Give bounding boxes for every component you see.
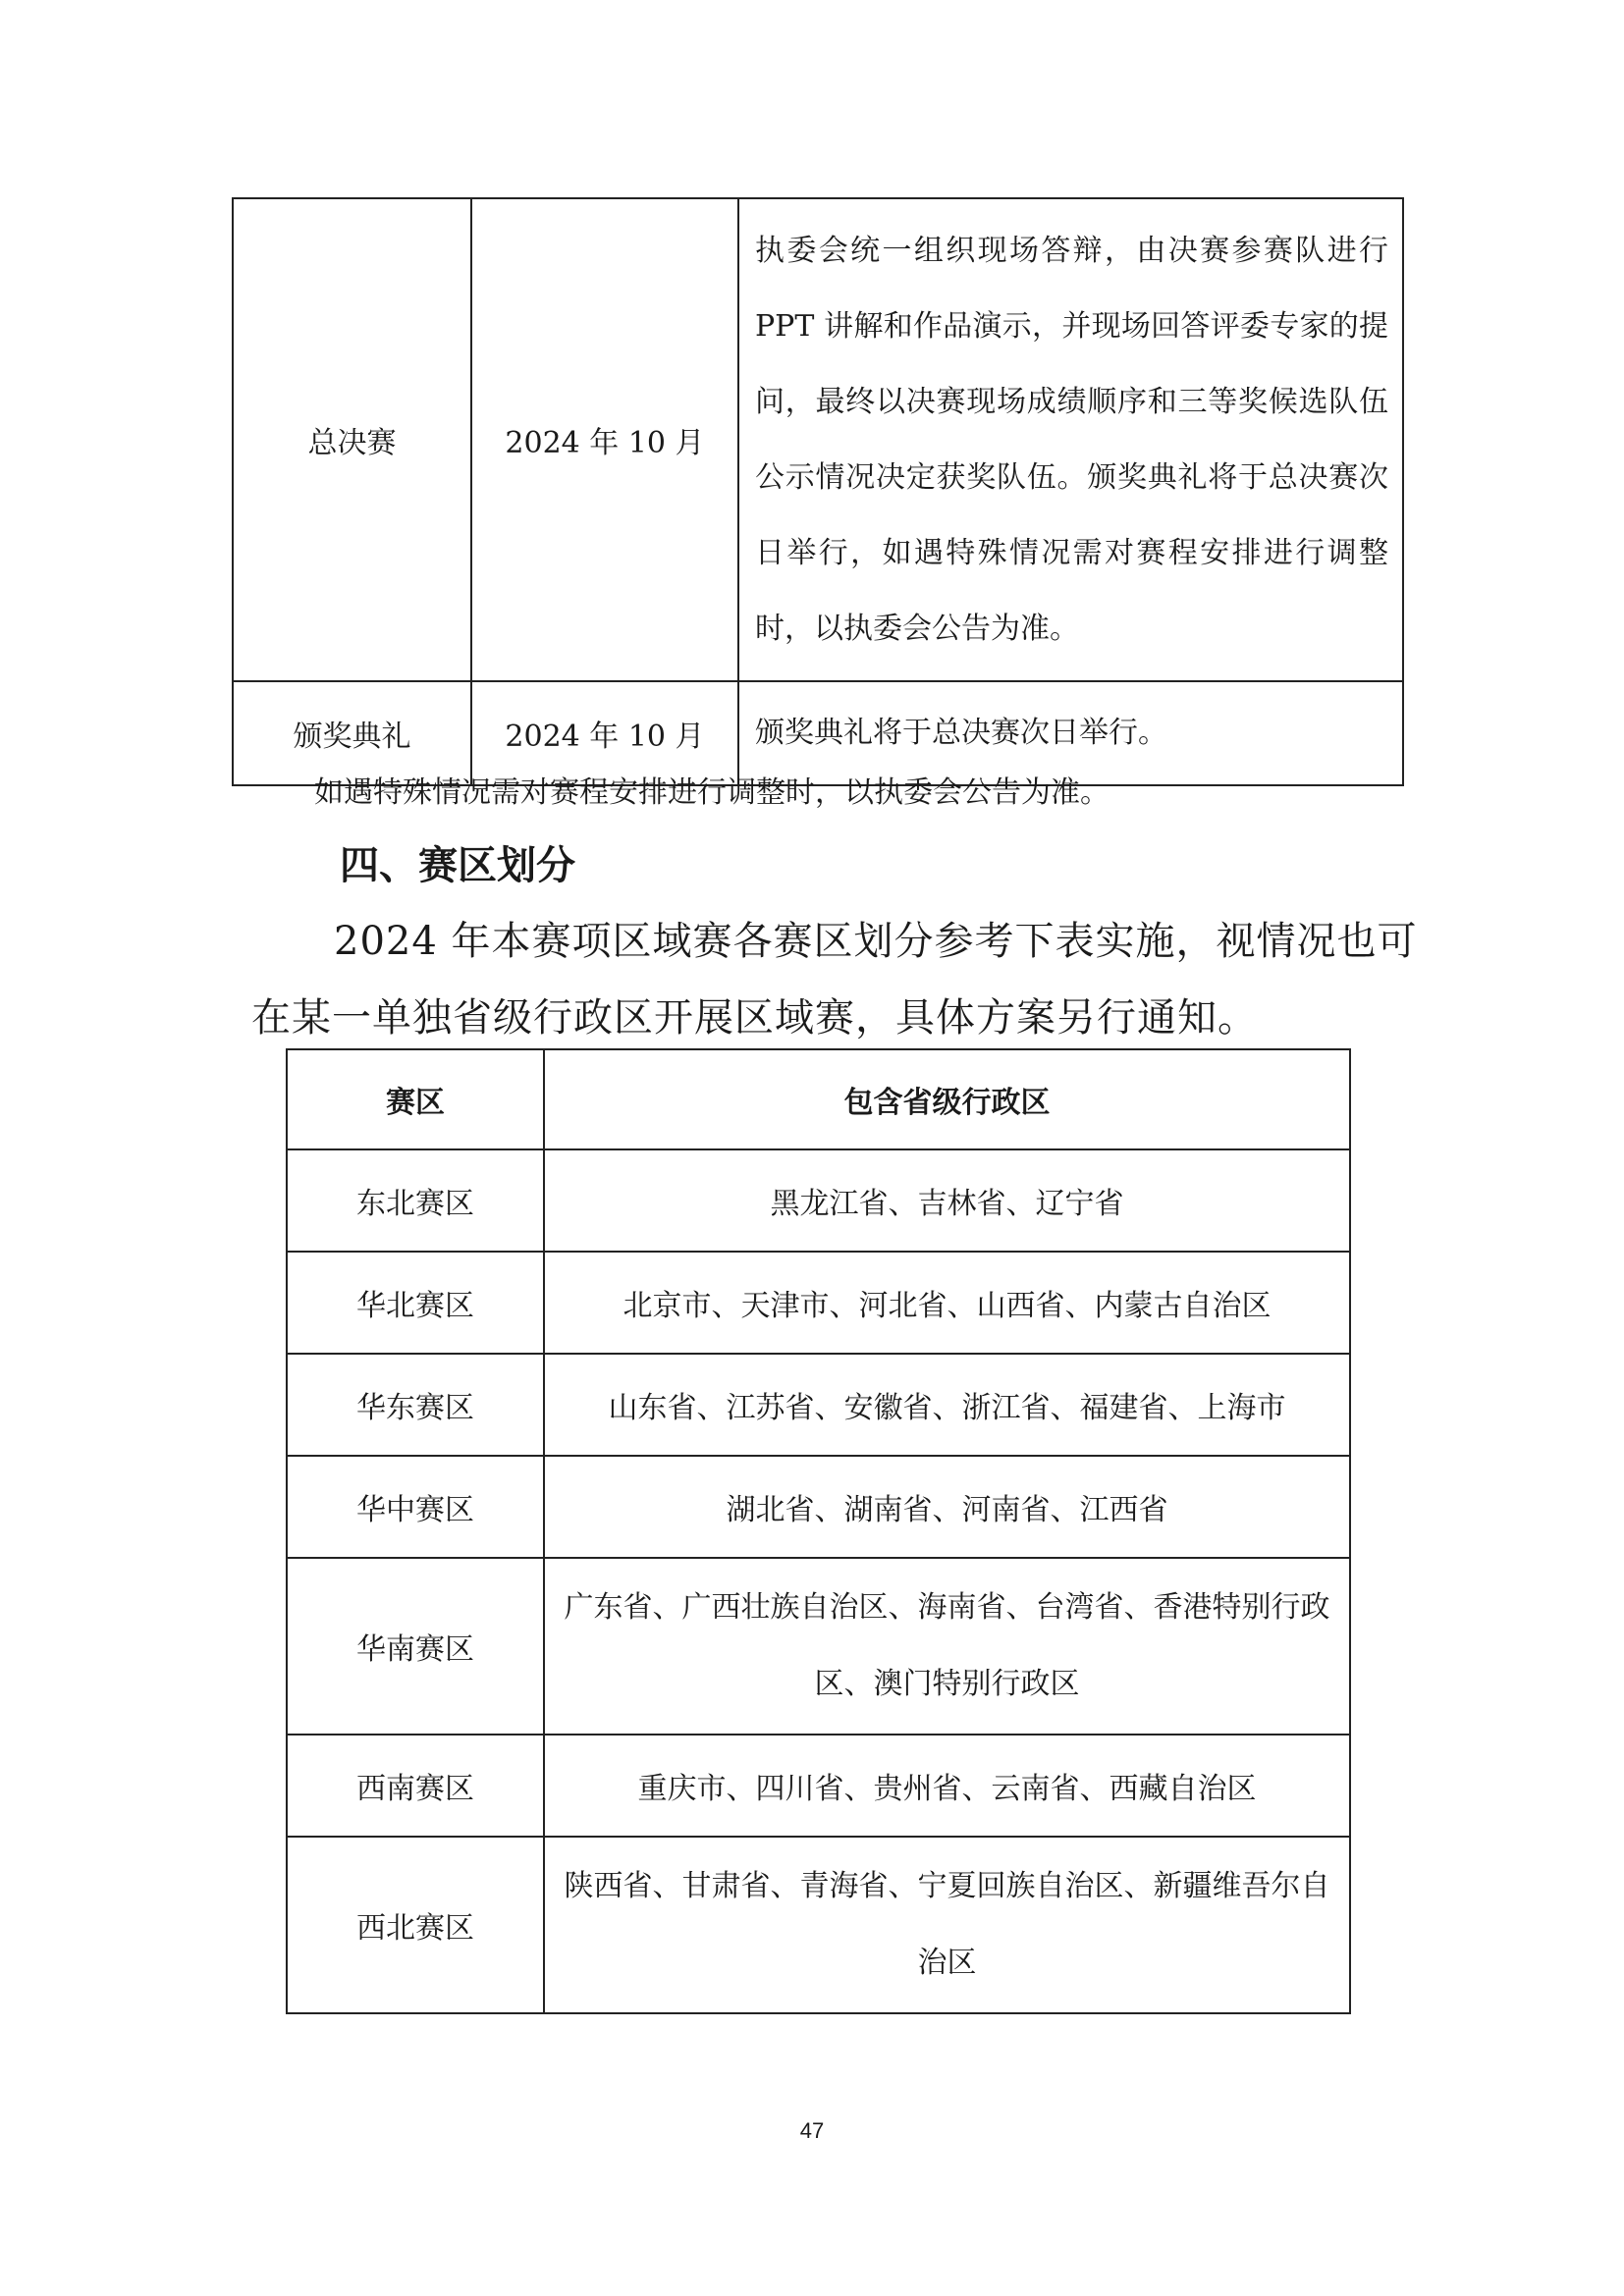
zone-cell: 华东赛区: [287, 1354, 544, 1456]
provinces-cell: 陕西省、甘肃省、青海省、宁夏回族自治区、新疆维吾尔自治区: [544, 1837, 1350, 2013]
table-row: [233, 198, 1403, 681]
table-row: [287, 1558, 1350, 1735]
zone-cell: 西南赛区: [287, 1735, 544, 1837]
stage-cell: 总决赛: [233, 198, 471, 681]
table-row: [287, 1252, 1350, 1354]
header-provinces: 包含省级行政区: [544, 1049, 1350, 1149]
time-cell: 2024 年 10 月: [471, 681, 738, 785]
provinces-cell: 黑龙江省、吉林省、辽宁省: [544, 1149, 1350, 1252]
section-heading: 四、赛区划分: [340, 842, 575, 888]
zone-cell: 华南赛区: [287, 1558, 544, 1735]
table-row: [287, 1149, 1350, 1252]
schedule-note: 如遇特殊情况需对赛程安排进行调整时，以执委会公告为准。: [314, 775, 1110, 810]
provinces-cell: 广东省、广西壮族自治区、海南省、台湾省、香港特别行政区、澳门特别行政区: [544, 1558, 1350, 1735]
table-header-row: [287, 1049, 1350, 1149]
schedule-table: [232, 197, 1404, 786]
table-row: [287, 1354, 1350, 1456]
page-number: 47: [799, 2118, 825, 2143]
description-cell: 执委会统一组织现场答辩，由决赛参赛队进行 PPT 讲解和作品演示，并现场回答评委专家的提问，最终以决赛现场成绩顺序和三等奖候选队伍公示情况决定获奖队伍。颁奖典礼将于总决赛次日举行，如遇特殊情况需对赛程安排进行调整时，以执委会公告为准。: [738, 198, 1403, 681]
provinces-cell: 北京市、天津市、河北省、山西省、内蒙古自治区: [544, 1252, 1350, 1354]
description-cell: 颁奖典礼将于总决赛次日举行。: [738, 681, 1403, 785]
zone-cell: 西北赛区: [287, 1837, 544, 2013]
section-paragraph: 2024 年本赛项区域赛各赛区划分参考下表实施，视情况也可在某一单独省级行政区开展区域赛，具体方案另行通知。: [251, 919, 1418, 1041]
header-zone: 赛区: [287, 1049, 544, 1149]
provinces-cell: 重庆市、四川省、贵州省、云南省、西藏自治区: [544, 1735, 1350, 1837]
provinces-cell: 山东省、江苏省、安徽省、浙江省、福建省、上海市: [544, 1354, 1350, 1456]
zone-table: [286, 1048, 1351, 2014]
table-row: [287, 1456, 1350, 1558]
zone-cell: 华北赛区: [287, 1252, 544, 1354]
time-cell: 2024 年 10 月: [471, 198, 738, 681]
stage-cell: 颁奖典礼: [233, 681, 471, 785]
table-row: [287, 1837, 1350, 2013]
zone-cell: 华中赛区: [287, 1456, 544, 1558]
table-row: [287, 1735, 1350, 1837]
provinces-cell: 湖北省、湖南省、河南省、江西省: [544, 1456, 1350, 1558]
zone-cell: 东北赛区: [287, 1149, 544, 1252]
